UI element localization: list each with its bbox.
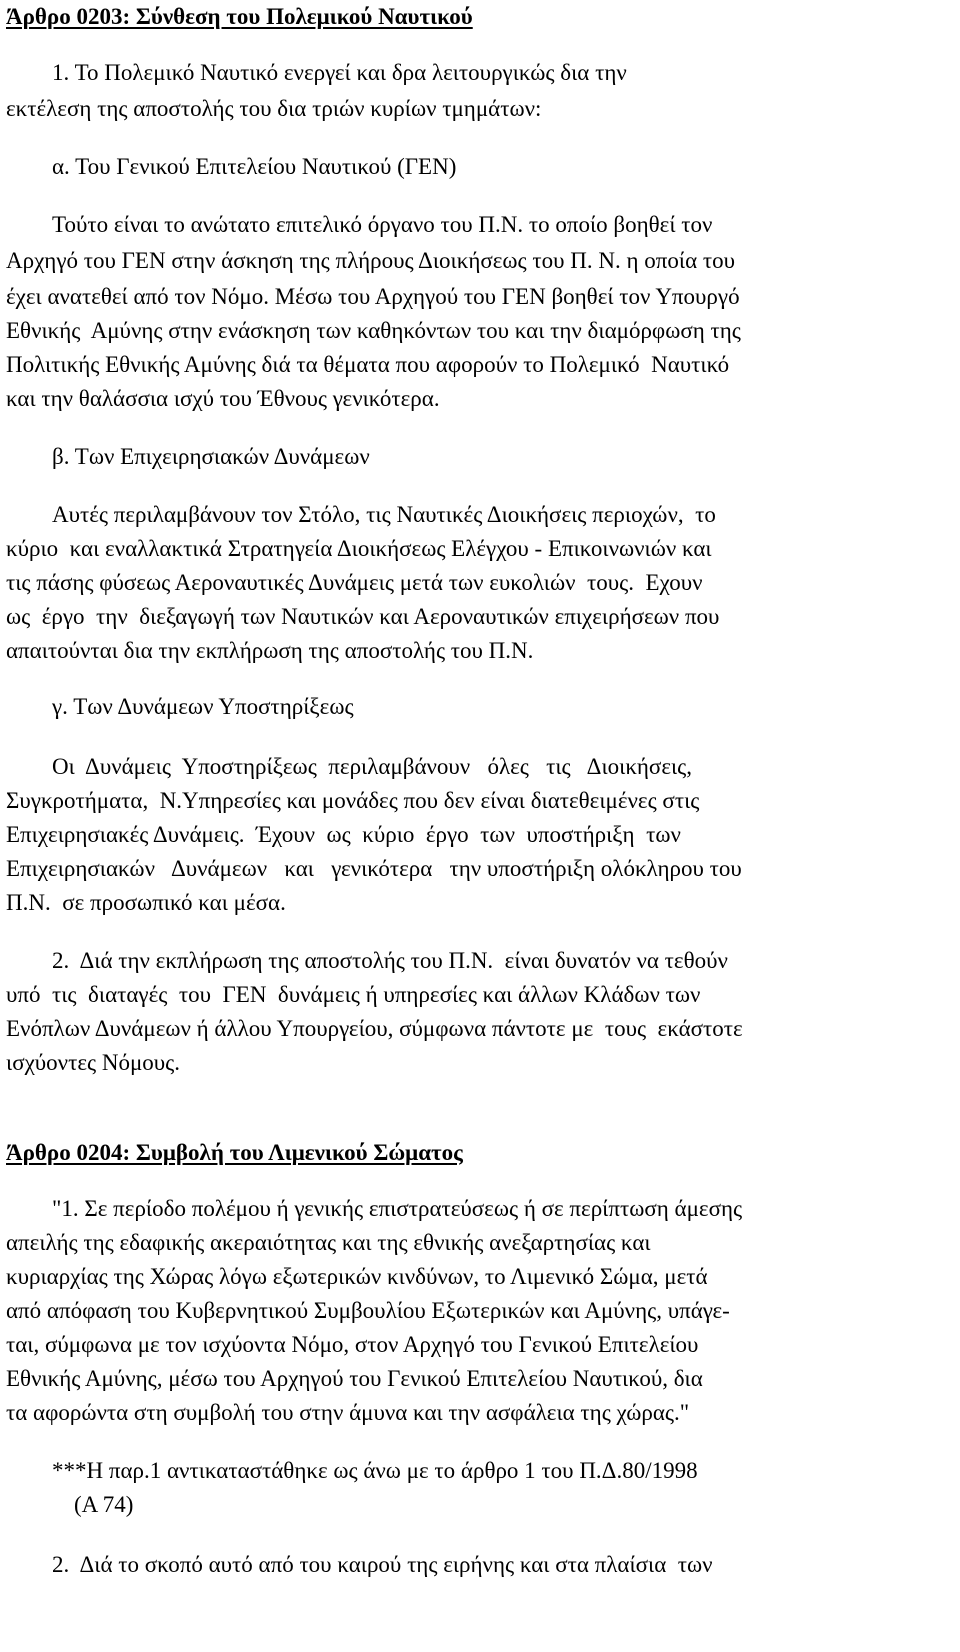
sub-a-line3: έχει ανατεθεί από τον Νόμο. Μέσω του Αρχηγού του ΓΕΝ βοηθεί τον Υπουργό xyxy=(6,284,740,309)
article-0203-para1-line1: 1. Το Πολεμικό Ναυτικό ενεργεί και δρα λειτουργικώς δια την xyxy=(52,60,627,85)
sub-a-line5: Πολιτικής Εθνικής Αμύνης διά τα θέματα που αφορούν το Πολεμικό Ναυτικό xyxy=(6,352,730,377)
sub-c-line2: Συγκροτήματα, Ν.Υπηρεσίες και μονάδες που δεν είναι διατεθειμένες στις xyxy=(6,788,700,813)
article-0203-para1-line2: εκτέλεση της αποστολής του δια τριών κυρίων τμημάτων: xyxy=(6,96,542,121)
article-0203-para2-line3: Ενόπλων Δυνάμεων ή άλλου Υπουργείου, σύμφωνα πάντοτε με τους εκάστοτε xyxy=(6,1016,743,1041)
sub-c-title: γ. Των Δυνάμεων Υποστηρίξεως xyxy=(52,694,354,719)
sub-a-line6: και την θαλάσσια ισχύ του Έθνους γενικότερα. xyxy=(6,386,440,411)
sub-b-title: β. Των Επιχειρησιακών Δυνάμεων xyxy=(52,444,370,469)
article-0204-para1-line3: κυριαρχίας της Χώρας λόγω εξωτερικών κινδύνων, το Λιμενικό Σώμα, μετά xyxy=(6,1264,708,1289)
article-0204-para1-line7: τα αφορώντα στη συμβολή του στην άμυνα και την ασφάλεια της χώρας." xyxy=(6,1400,690,1425)
sub-a-line1: Τούτο είναι το ανώτατο επιτελικό όργανο του Π.Ν. το οποίο βοηθεί τον xyxy=(52,212,713,237)
article-0204-para1-line1: "1. Σε περίοδο πολέμου ή γενικής επιστρατεύσεως ή σε περίπτωση άμεσης xyxy=(52,1196,743,1221)
article-0203-heading: Άρθρο 0203: Σύνθεση του Πολεμικού Ναυτικού xyxy=(6,4,473,29)
amendment-note-line2: (Α 74) xyxy=(74,1492,134,1517)
article-0204-para2-line1: 2. Διά το σκοπό αυτό από του καιρού της ειρήνης και στα πλαίσια των xyxy=(52,1552,713,1577)
sub-b-line5: απαιτούνται δια την εκπλήρωση της αποστολής του Π.Ν. xyxy=(6,638,534,663)
sub-b-line1: Αυτές περιλαμβάνουν τον Στόλο, τις Ναυτικές Διοικήσεις περιοχών, το xyxy=(52,502,716,527)
sub-c-line4: Επιχειρησιακών Δυνάμεων και γενικότερα την υποστήριξη ολόκληρου του xyxy=(6,856,742,881)
sub-c-line5: Π.Ν. σε προσωπικό και μέσα. xyxy=(6,890,286,915)
article-0203-para2-line1: 2. Διά την εκπλήρωση της αποστολής του Π.Ν. είναι δυνατόν να τεθούν xyxy=(52,948,728,973)
sub-b-line4: ως έργο την διεξαγωγή των Ναυτικών και Αεροναυτικών επιχειρήσεων που xyxy=(6,604,720,629)
sub-c-line1: Οι Δυνάμεις Υποστηρίξεως περιλαμβάνουν όλες τις Διοικήσεις, xyxy=(52,754,693,779)
article-0203-para2-line4: ισχύοντες Νόμους. xyxy=(6,1050,181,1075)
sub-b-line3: τις πάσης φύσεως Αεροναυτικές Δυνάμεις μετά των ευκολιών τους. Εχουν xyxy=(6,570,703,595)
article-0203-para2-line2: υπό τις διαταγές του ΓΕΝ δυνάμεις ή υπηρεσίες και άλλων Κλάδων των xyxy=(6,982,701,1007)
sub-c-line3: Επιχειρησιακές Δυνάμεις. Έχουν ως κύριο έργο των υποστήριξη των xyxy=(6,822,681,847)
sub-b-line2: κύριο και εναλλακτικά Στρατηγεία Διοικήσεως Ελέγχου - Επικοινωνιών και xyxy=(6,536,712,561)
sub-a-title: α. Του Γενικού Επιτελείου Ναυτικού (ΓΕΝ) xyxy=(52,154,457,179)
article-0204-para1-line4: από απόφαση του Κυβερνητικού Συμβουλίου Εξωτερικών και Αμύνης, υπάγε- xyxy=(6,1298,730,1323)
article-0204-para1-line5: ται, σύμφωνα με τον ισχύοντα Νόμο, στον Αρχηγό του Γενικού Επιτελείου xyxy=(6,1332,699,1357)
amendment-note-line1: ***Η παρ.1 αντικαταστάθηκε ως άνω με το άρθρο 1 του Π.Δ.80/1998 xyxy=(52,1458,698,1483)
sub-a-line2: Αρχηγό του ΓΕΝ στην άσκηση της πλήρους Διοικήσεως του Π. Ν. η οποία του xyxy=(6,248,736,273)
article-0204-para1-line2: απειλής της εδαφικής ακεραιότητας και της εθνικής ανεξαρτησίας και xyxy=(6,1230,651,1255)
article-0204-heading: Άρθρο 0204: Συμβολή του Λιμενικού Σώματος xyxy=(6,1140,463,1165)
sub-a-line4: Εθνικής Αμύνης στην ενάσκηση των καθηκόντων του και την διαμόρφωση της xyxy=(6,318,741,343)
article-0204-para1-line6: Εθνικής Αμύνης, μέσω του Αρχηγού του Γενικού Επιτελείου Ναυτικού, δια xyxy=(6,1366,703,1391)
